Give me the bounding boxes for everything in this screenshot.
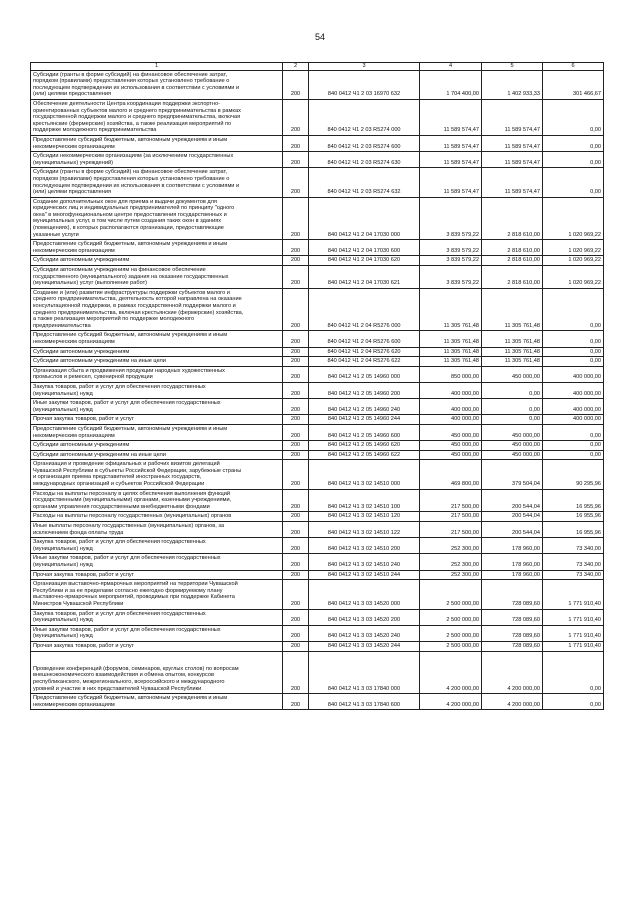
table-row <box>31 625 604 641</box>
unexecuted-amount-cell: 0,00 <box>543 357 604 367</box>
executed-amount-cell: 450 000,00 <box>482 450 543 460</box>
classification-code-cell: 840 0412 Ч1 2 05 14960 200 <box>309 382 420 398</box>
approved-amount-cell: 11 589 574,47 <box>420 168 482 197</box>
executed-amount-cell: 450 000,00 <box>482 441 543 451</box>
unexecuted-amount-cell: 0,00 <box>543 99 604 135</box>
unexecuted-amount-cell: 1 771 910,40 <box>543 625 604 641</box>
table-row <box>31 441 604 451</box>
table-row <box>31 694 604 710</box>
unexecuted-amount-cell: 0,00 <box>543 450 604 460</box>
line-code-cell: 200 <box>283 266 309 289</box>
executed-amount-cell: 450 000,00 <box>482 366 543 382</box>
line-code-cell: 200 <box>283 70 309 99</box>
approved-amount-cell: 11 305 761,48 <box>420 347 482 357</box>
executed-amount-cell: 11 589 574,47 <box>482 135 543 151</box>
unexecuted-amount-cell: 73 340,00 <box>543 538 604 554</box>
table-row <box>31 240 604 256</box>
approved-amount-cell: 11 589 574,47 <box>420 152 482 168</box>
approved-amount-cell: 2 500 000,00 <box>420 580 482 609</box>
column-number-row <box>31 63 604 71</box>
expense-name-cell: Субсидии автономным учреждениям на иные цели <box>31 450 283 460</box>
unexecuted-amount-cell: 0,00 <box>543 168 604 197</box>
line-code-cell: 200 <box>283 450 309 460</box>
classification-code-cell: 840 0412 Ч1 2 04 R5276 600 <box>309 331 420 347</box>
approved-amount-cell: 469 800,00 <box>420 460 482 489</box>
executed-amount-cell: 0,00 <box>482 382 543 398</box>
expense-name-cell: Субсидии некоммерческим организациям (за исключением государственных (муниципальных) учреждений) <box>31 152 283 168</box>
line-code-cell: 200 <box>283 441 309 451</box>
approved-amount-cell: 3 839 579,22 <box>420 197 482 240</box>
classification-code-cell: 840 0412 Ч1 2 04 17030 000 <box>309 197 420 240</box>
classification-code-cell: 840 0412 Ч1 3 02 14510 100 <box>309 489 420 512</box>
executed-amount-cell: 2 818 610,00 <box>482 197 543 240</box>
unexecuted-amount-cell: 0,00 <box>543 347 604 357</box>
executed-amount-cell: 178 960,00 <box>482 570 543 580</box>
expense-name-cell: Предоставление субсидий бюджетным, автономным учреждениям и иным некоммерческим организациям <box>31 135 283 151</box>
expense-name-cell: Иные закупки товаров, работ и услуг для обеспечения государственных (муниципальных) нужд <box>31 554 283 570</box>
approved-amount-cell: 1 704 400,00 <box>420 70 482 99</box>
classification-code-cell: 840 0412 Ч1 2 05 14960 620 <box>309 441 420 451</box>
executed-amount-cell: 11 589 574,47 <box>482 99 543 135</box>
line-code-cell: 200 <box>283 152 309 168</box>
approved-amount-cell: 450 000,00 <box>420 441 482 451</box>
classification-code-cell: 840 0412 Ч1 3 03 14520 000 <box>309 580 420 609</box>
expense-name-cell: Прочая закупка товаров, работ и услуг <box>31 641 283 651</box>
table-row <box>31 424 604 440</box>
unexecuted-amount-cell: 400 000,00 <box>543 366 604 382</box>
classification-code-cell: 840 0412 Ч1 3 03 17840 600 <box>309 694 420 710</box>
table-row <box>31 609 604 625</box>
approved-amount-cell: 400 000,00 <box>420 399 482 415</box>
table-row <box>31 641 604 651</box>
executed-amount-cell: 2 818 610,00 <box>482 256 543 266</box>
table-row <box>31 288 604 331</box>
executed-amount-cell: 379 504,04 <box>482 460 543 489</box>
classification-code-cell: 840 0412 Ч1 3 03 14520 240 <box>309 625 420 641</box>
executed-amount-cell: 4 200 000,00 <box>482 694 543 710</box>
executed-amount-cell: 11 305 761,48 <box>482 331 543 347</box>
table-row <box>31 135 604 151</box>
unexecuted-amount-cell: 301 466,67 <box>543 70 604 99</box>
executed-amount-cell: 728 089,60 <box>482 641 543 651</box>
expense-name-cell: Расходы на выплаты персоналу в целях обеспечения выполнения функций государственными (муниципальными) органами, казенными учреждениями, органами управления государственными внебюджетными фондами <box>31 489 283 512</box>
table-row <box>31 512 604 522</box>
table-row <box>31 331 604 347</box>
line-code-cell: 200 <box>283 256 309 266</box>
executed-amount-cell: 2 818 610,00 <box>482 266 543 289</box>
line-code-cell: 200 <box>283 135 309 151</box>
approved-amount-cell: 3 839 579,22 <box>420 266 482 289</box>
classification-code-cell: 840 0412 Ч1 3 03 14520 200 <box>309 609 420 625</box>
unexecuted-amount-cell: 0,00 <box>543 441 604 451</box>
column-header: 1 <box>31 63 283 71</box>
unexecuted-amount-cell: 0,00 <box>543 331 604 347</box>
executed-amount-cell: 728 089,60 <box>482 580 543 609</box>
table-row <box>31 266 604 289</box>
expense-name-cell: Предоставление субсидий бюджетным, автономным учреждениям и иным некоммерческим организациям <box>31 694 283 710</box>
classification-code-cell: 840 0412 Ч1 2 04 R5276 000 <box>309 288 420 331</box>
approved-amount-cell: 4 200 000,00 <box>420 651 482 694</box>
expense-name-cell: Организация и проведение официальных и рабочих визитов делегаций Чувашской Республики в субъекты Российской Федерации, зарубежные страны и организация приема представителей иностранных государств, международных организаций и субъектов Российской Федерации <box>31 460 283 489</box>
expense-name-cell: Организация сбыта и продвижения продукции народных художественных промыслов и ремесел, сувенирной продукции <box>31 366 283 382</box>
expense-name-cell: Предоставление субсидий бюджетным, автономным учреждениям и иным некоммерческим организациям <box>31 424 283 440</box>
expense-name-cell: Субсидии автономным учреждениям <box>31 441 283 451</box>
table-row <box>31 450 604 460</box>
classification-code-cell: 840 0412 Ч1 2 03 16970 632 <box>309 70 420 99</box>
unexecuted-amount-cell: 0,00 <box>543 152 604 168</box>
executed-amount-cell: 11 305 761,48 <box>482 357 543 367</box>
budget-execution-table <box>30 62 604 710</box>
table-row <box>31 382 604 398</box>
unexecuted-amount-cell: 1 020 969,22 <box>543 256 604 266</box>
executed-amount-cell: 0,00 <box>482 415 543 425</box>
expense-name-cell: Закупка товаров, работ и услуг для обеспечения государственных (муниципальных) нужд <box>31 609 283 625</box>
unexecuted-amount-cell: 1 771 910,40 <box>543 641 604 651</box>
unexecuted-amount-cell: 400 000,00 <box>543 415 604 425</box>
line-code-cell: 200 <box>283 168 309 197</box>
expense-name-cell: Иные закупки товаров, работ и услуг для обеспечения государственных (муниципальных) нужд <box>31 399 283 415</box>
classification-code-cell: 840 0412 Ч1 3 02 14510 244 <box>309 570 420 580</box>
approved-amount-cell: 11 305 761,48 <box>420 357 482 367</box>
line-code-cell: 200 <box>283 415 309 425</box>
line-code-cell: 200 <box>283 570 309 580</box>
classification-code-cell: 840 0412 Ч1 2 03 R5274 600 <box>309 135 420 151</box>
column-header: 3 <box>309 63 420 71</box>
classification-code-cell: 840 0412 Ч1 2 05 14960 244 <box>309 415 420 425</box>
line-code-cell: 200 <box>283 522 309 538</box>
classification-code-cell: 840 0412 Ч1 2 04 R5276 622 <box>309 357 420 367</box>
expense-name-cell: Субсидии (гранты в форме субсидий) на финансовое обеспечение затрат, порядком (правилами) предоставления которых установлено требование о последующем подтверждении их использования в соответствии с условиями и (или) целями предоставления <box>31 70 283 99</box>
table-row <box>31 580 604 609</box>
classification-code-cell: 840 0412 Ч1 2 04 17030 620 <box>309 256 420 266</box>
unexecuted-amount-cell: 1 020 969,22 <box>543 240 604 256</box>
line-code-cell: 200 <box>283 347 309 357</box>
unexecuted-amount-cell: 400 000,00 <box>543 382 604 398</box>
line-code-cell: 200 <box>283 512 309 522</box>
executed-amount-cell: 178 960,00 <box>482 538 543 554</box>
expense-name-cell: Проведение конференций (форумов, семинаров, круглых столов) по вопросам внешнеэкономического взаимодействия и обмена опытом, конкурсов республиканского, межрегионального, всероссийского и международного уровней и участие в них представителей Чувашской Республики <box>31 651 283 694</box>
line-code-cell: 200 <box>283 460 309 489</box>
table-row <box>31 99 604 135</box>
table-row <box>31 522 604 538</box>
expense-name-cell: Иные выплаты персоналу государственных (муниципальных) органов, за исключением фонда оплаты труда <box>31 522 283 538</box>
line-code-cell: 200 <box>283 625 309 641</box>
expense-name-cell: Создание и (или) развитие инфраструктуры поддержки субъектов малого и среднего предпринимательства, деятельность которой направлена на оказание консультационной поддержки, в рамках государственной поддержки малого и среднего предпринимательства, включая крестьянские (фермерские) хозяйства, а также реализация мероприятий по поддержке молодежного предпринимательства <box>31 288 283 331</box>
line-code-cell: 200 <box>283 554 309 570</box>
approved-amount-cell: 3 839 579,22 <box>420 240 482 256</box>
table-row <box>31 415 604 425</box>
line-code-cell: 200 <box>283 609 309 625</box>
executed-amount-cell: 178 960,00 <box>482 554 543 570</box>
line-code-cell: 200 <box>283 197 309 240</box>
approved-amount-cell: 252 300,00 <box>420 554 482 570</box>
classification-code-cell: 840 0412 Ч1 3 02 14510 200 <box>309 538 420 554</box>
line-code-cell: 200 <box>283 641 309 651</box>
unexecuted-amount-cell: 0,00 <box>543 288 604 331</box>
executed-amount-cell: 200 544,04 <box>482 522 543 538</box>
unexecuted-amount-cell: 0,00 <box>543 694 604 710</box>
unexecuted-amount-cell: 90 295,96 <box>543 460 604 489</box>
executed-amount-cell: 0,00 <box>482 399 543 415</box>
classification-code-cell: 840 0412 Ч1 2 05 14960 240 <box>309 399 420 415</box>
approved-amount-cell: 2 500 000,00 <box>420 641 482 651</box>
classification-code-cell: 840 0412 Ч1 2 05 14960 600 <box>309 424 420 440</box>
line-code-cell: 200 <box>283 357 309 367</box>
expense-name-cell: Субсидии автономным учреждениям <box>31 256 283 266</box>
approved-amount-cell: 252 300,00 <box>420 538 482 554</box>
unexecuted-amount-cell: 16 955,96 <box>543 489 604 512</box>
line-code-cell: 200 <box>283 240 309 256</box>
classification-code-cell: 840 0412 Ч1 3 02 14510 000 <box>309 460 420 489</box>
expense-name-cell: Иные закупки товаров, работ и услуг для обеспечения государственных (муниципальных) нужд <box>31 625 283 641</box>
unexecuted-amount-cell: 0,00 <box>543 651 604 694</box>
line-code-cell: 200 <box>283 580 309 609</box>
column-header: 2 <box>283 63 309 71</box>
executed-amount-cell: 200 544,04 <box>482 489 543 512</box>
executed-amount-cell: 11 305 761,48 <box>482 347 543 357</box>
unexecuted-amount-cell: 1 771 910,40 <box>543 580 604 609</box>
expense-name-cell: Обеспечение деятельности Центра координации поддержки экспортно- ориентированных субъектов малого и среднего предпринимательства в рамках государственной поддержки малого и среднего предпринимательства, включая крестьянские (фермерские) хозяйства, а также реализация мероприятий по поддержке молодежного предпринимательства <box>31 99 283 135</box>
table-row <box>31 554 604 570</box>
table-row <box>31 651 604 694</box>
table-row <box>31 256 604 266</box>
executed-amount-cell: 1 402 933,33 <box>482 70 543 99</box>
approved-amount-cell: 400 000,00 <box>420 415 482 425</box>
approved-amount-cell: 3 839 579,22 <box>420 256 482 266</box>
line-code-cell: 200 <box>283 424 309 440</box>
table-row <box>31 70 604 99</box>
line-code-cell: 200 <box>283 651 309 694</box>
classification-code-cell: 840 0412 Ч1 2 04 17030 621 <box>309 266 420 289</box>
line-code-cell: 200 <box>283 331 309 347</box>
approved-amount-cell: 217 500,00 <box>420 522 482 538</box>
line-code-cell: 200 <box>283 538 309 554</box>
expense-name-cell: Прочая закупка товаров, работ и услуг <box>31 415 283 425</box>
table-row <box>31 489 604 512</box>
unexecuted-amount-cell: 1 771 910,40 <box>543 609 604 625</box>
table-row <box>31 538 604 554</box>
classification-code-cell: 840 0412 Ч1 2 05 14960 000 <box>309 366 420 382</box>
unexecuted-amount-cell: 16 955,96 <box>543 512 604 522</box>
column-header: 5 <box>482 63 543 71</box>
approved-amount-cell: 850 000,00 <box>420 366 482 382</box>
table-row <box>31 357 604 367</box>
line-code-cell: 200 <box>283 366 309 382</box>
executed-amount-cell: 728 089,60 <box>482 609 543 625</box>
expense-name-cell: Предоставление субсидий бюджетным, автономным учреждениям и иным некоммерческим организациям <box>31 331 283 347</box>
unexecuted-amount-cell: 0,00 <box>543 135 604 151</box>
executed-amount-cell: 4 200 000,00 <box>482 651 543 694</box>
approved-amount-cell: 252 300,00 <box>420 570 482 580</box>
unexecuted-amount-cell: 1 020 969,22 <box>543 266 604 289</box>
approved-amount-cell: 450 000,00 <box>420 450 482 460</box>
column-header: 6 <box>543 63 604 71</box>
classification-code-cell: 840 0412 Ч1 2 03 R5274 000 <box>309 99 420 135</box>
approved-amount-cell: 2 500 000,00 <box>420 625 482 641</box>
classification-code-cell: 840 0412 Ч1 3 02 14510 240 <box>309 554 420 570</box>
line-code-cell: 200 <box>283 694 309 710</box>
classification-code-cell: 840 0412 Ч1 3 03 14520 244 <box>309 641 420 651</box>
executed-amount-cell: 11 305 761,48 <box>482 288 543 331</box>
unexecuted-amount-cell: 1 020 969,22 <box>543 197 604 240</box>
approved-amount-cell: 4 200 000,00 <box>420 694 482 710</box>
executed-amount-cell: 450 000,00 <box>482 424 543 440</box>
table-row <box>31 347 604 357</box>
classification-code-cell: 840 0412 Ч1 2 03 R5274 632 <box>309 168 420 197</box>
expense-name-cell: Субсидии автономным учреждениям на иные цели <box>31 357 283 367</box>
expense-name-cell: Закупка товаров, работ и услуг для обеспечения государственных (муниципальных) нужд <box>31 538 283 554</box>
approved-amount-cell: 11 589 574,47 <box>420 135 482 151</box>
expense-name-cell: Создание дополнительных окон для приема и выдачи документов для юридических лиц и индивидуальных предпринимателей по принципу "одного окна" в многофункциональном центре предоставления государственных и муниципальных услуг, в том числе путем создания таких окон в зданиях (помещениях), в которых располагаются организации, предоставляющие указанные услуги <box>31 197 283 240</box>
executed-amount-cell: 2 818 610,00 <box>482 240 543 256</box>
table-row <box>31 399 604 415</box>
line-code-cell: 200 <box>283 399 309 415</box>
expense-name-cell: Субсидии (гранты в форме субсидий) на финансовое обеспечение затрат, порядком (правилами) предоставления которых установлено требование о последующем подтверждении их использования в соответствии с условиями и (или) целями предоставления <box>31 168 283 197</box>
executed-amount-cell: 11 589 574,47 <box>482 152 543 168</box>
approved-amount-cell: 217 500,00 <box>420 489 482 512</box>
table-row <box>31 197 604 240</box>
column-header: 4 <box>420 63 482 71</box>
executed-amount-cell: 728 089,60 <box>482 625 543 641</box>
expense-name-cell: Закупка товаров, работ и услуг для обеспечения государственных (муниципальных) нужд <box>31 382 283 398</box>
unexecuted-amount-cell: 73 340,00 <box>543 554 604 570</box>
line-code-cell: 200 <box>283 489 309 512</box>
table-row <box>31 152 604 168</box>
executed-amount-cell: 11 589 574,47 <box>482 168 543 197</box>
classification-code-cell: 840 0412 Ч1 2 04 R5276 620 <box>309 347 420 357</box>
expense-name-cell: Организация выставочно-ярмарочных мероприятий на территории Чувашской Республики и за ее пределами согласно ежегодно формируемому плану выставочно-ярмарочных мероприятий, проводимых при поддержке Кабинета Министров Чувашской Республики <box>31 580 283 609</box>
approved-amount-cell: 11 305 761,48 <box>420 331 482 347</box>
line-code-cell: 200 <box>283 288 309 331</box>
classification-code-cell: 840 0412 Ч1 3 02 14510 120 <box>309 512 420 522</box>
unexecuted-amount-cell: 0,00 <box>543 424 604 440</box>
table-row <box>31 168 604 197</box>
approved-amount-cell: 450 000,00 <box>420 424 482 440</box>
table-body <box>31 70 604 710</box>
table-row <box>31 366 604 382</box>
unexecuted-amount-cell: 16 955,96 <box>543 522 604 538</box>
classification-code-cell: 840 0412 Ч1 2 03 R5274 630 <box>309 152 420 168</box>
classification-code-cell: 840 0412 Ч1 2 04 17030 600 <box>309 240 420 256</box>
classification-code-cell: 840 0412 Ч1 3 03 17840 000 <box>309 651 420 694</box>
executed-amount-cell: 200 544,04 <box>482 512 543 522</box>
table-row <box>31 570 604 580</box>
table-row <box>31 460 604 489</box>
expense-name-cell: Предоставление субсидий бюджетным, автономным учреждениям и иным некоммерческим организациям <box>31 240 283 256</box>
unexecuted-amount-cell: 400 000,00 <box>543 399 604 415</box>
page-number: 54 <box>314 32 325 42</box>
approved-amount-cell: 11 305 761,48 <box>420 288 482 331</box>
approved-amount-cell: 217 500,00 <box>420 512 482 522</box>
classification-code-cell: 840 0412 Ч1 3 02 14510 122 <box>309 522 420 538</box>
expense-name-cell: Расходы на выплаты персоналу государственных (муниципальных) органов <box>31 512 283 522</box>
approved-amount-cell: 11 589 574,47 <box>420 99 482 135</box>
line-code-cell: 200 <box>283 99 309 135</box>
approved-amount-cell: 400 000,00 <box>420 382 482 398</box>
expense-name-cell: Субсидии автономным учреждениям <box>31 347 283 357</box>
line-code-cell: 200 <box>283 382 309 398</box>
unexecuted-amount-cell: 73 340,00 <box>543 570 604 580</box>
approved-amount-cell: 2 500 000,00 <box>420 609 482 625</box>
expense-name-cell: Прочая закупка товаров, работ и услуг <box>31 570 283 580</box>
classification-code-cell: 840 0412 Ч1 2 05 14960 622 <box>309 450 420 460</box>
expense-name-cell: Субсидии автономным учреждениям на финансовое обеспечение государственного (муниципального) задания на оказание государственных (муниципальных) услуг (выполнение работ) <box>31 266 283 289</box>
